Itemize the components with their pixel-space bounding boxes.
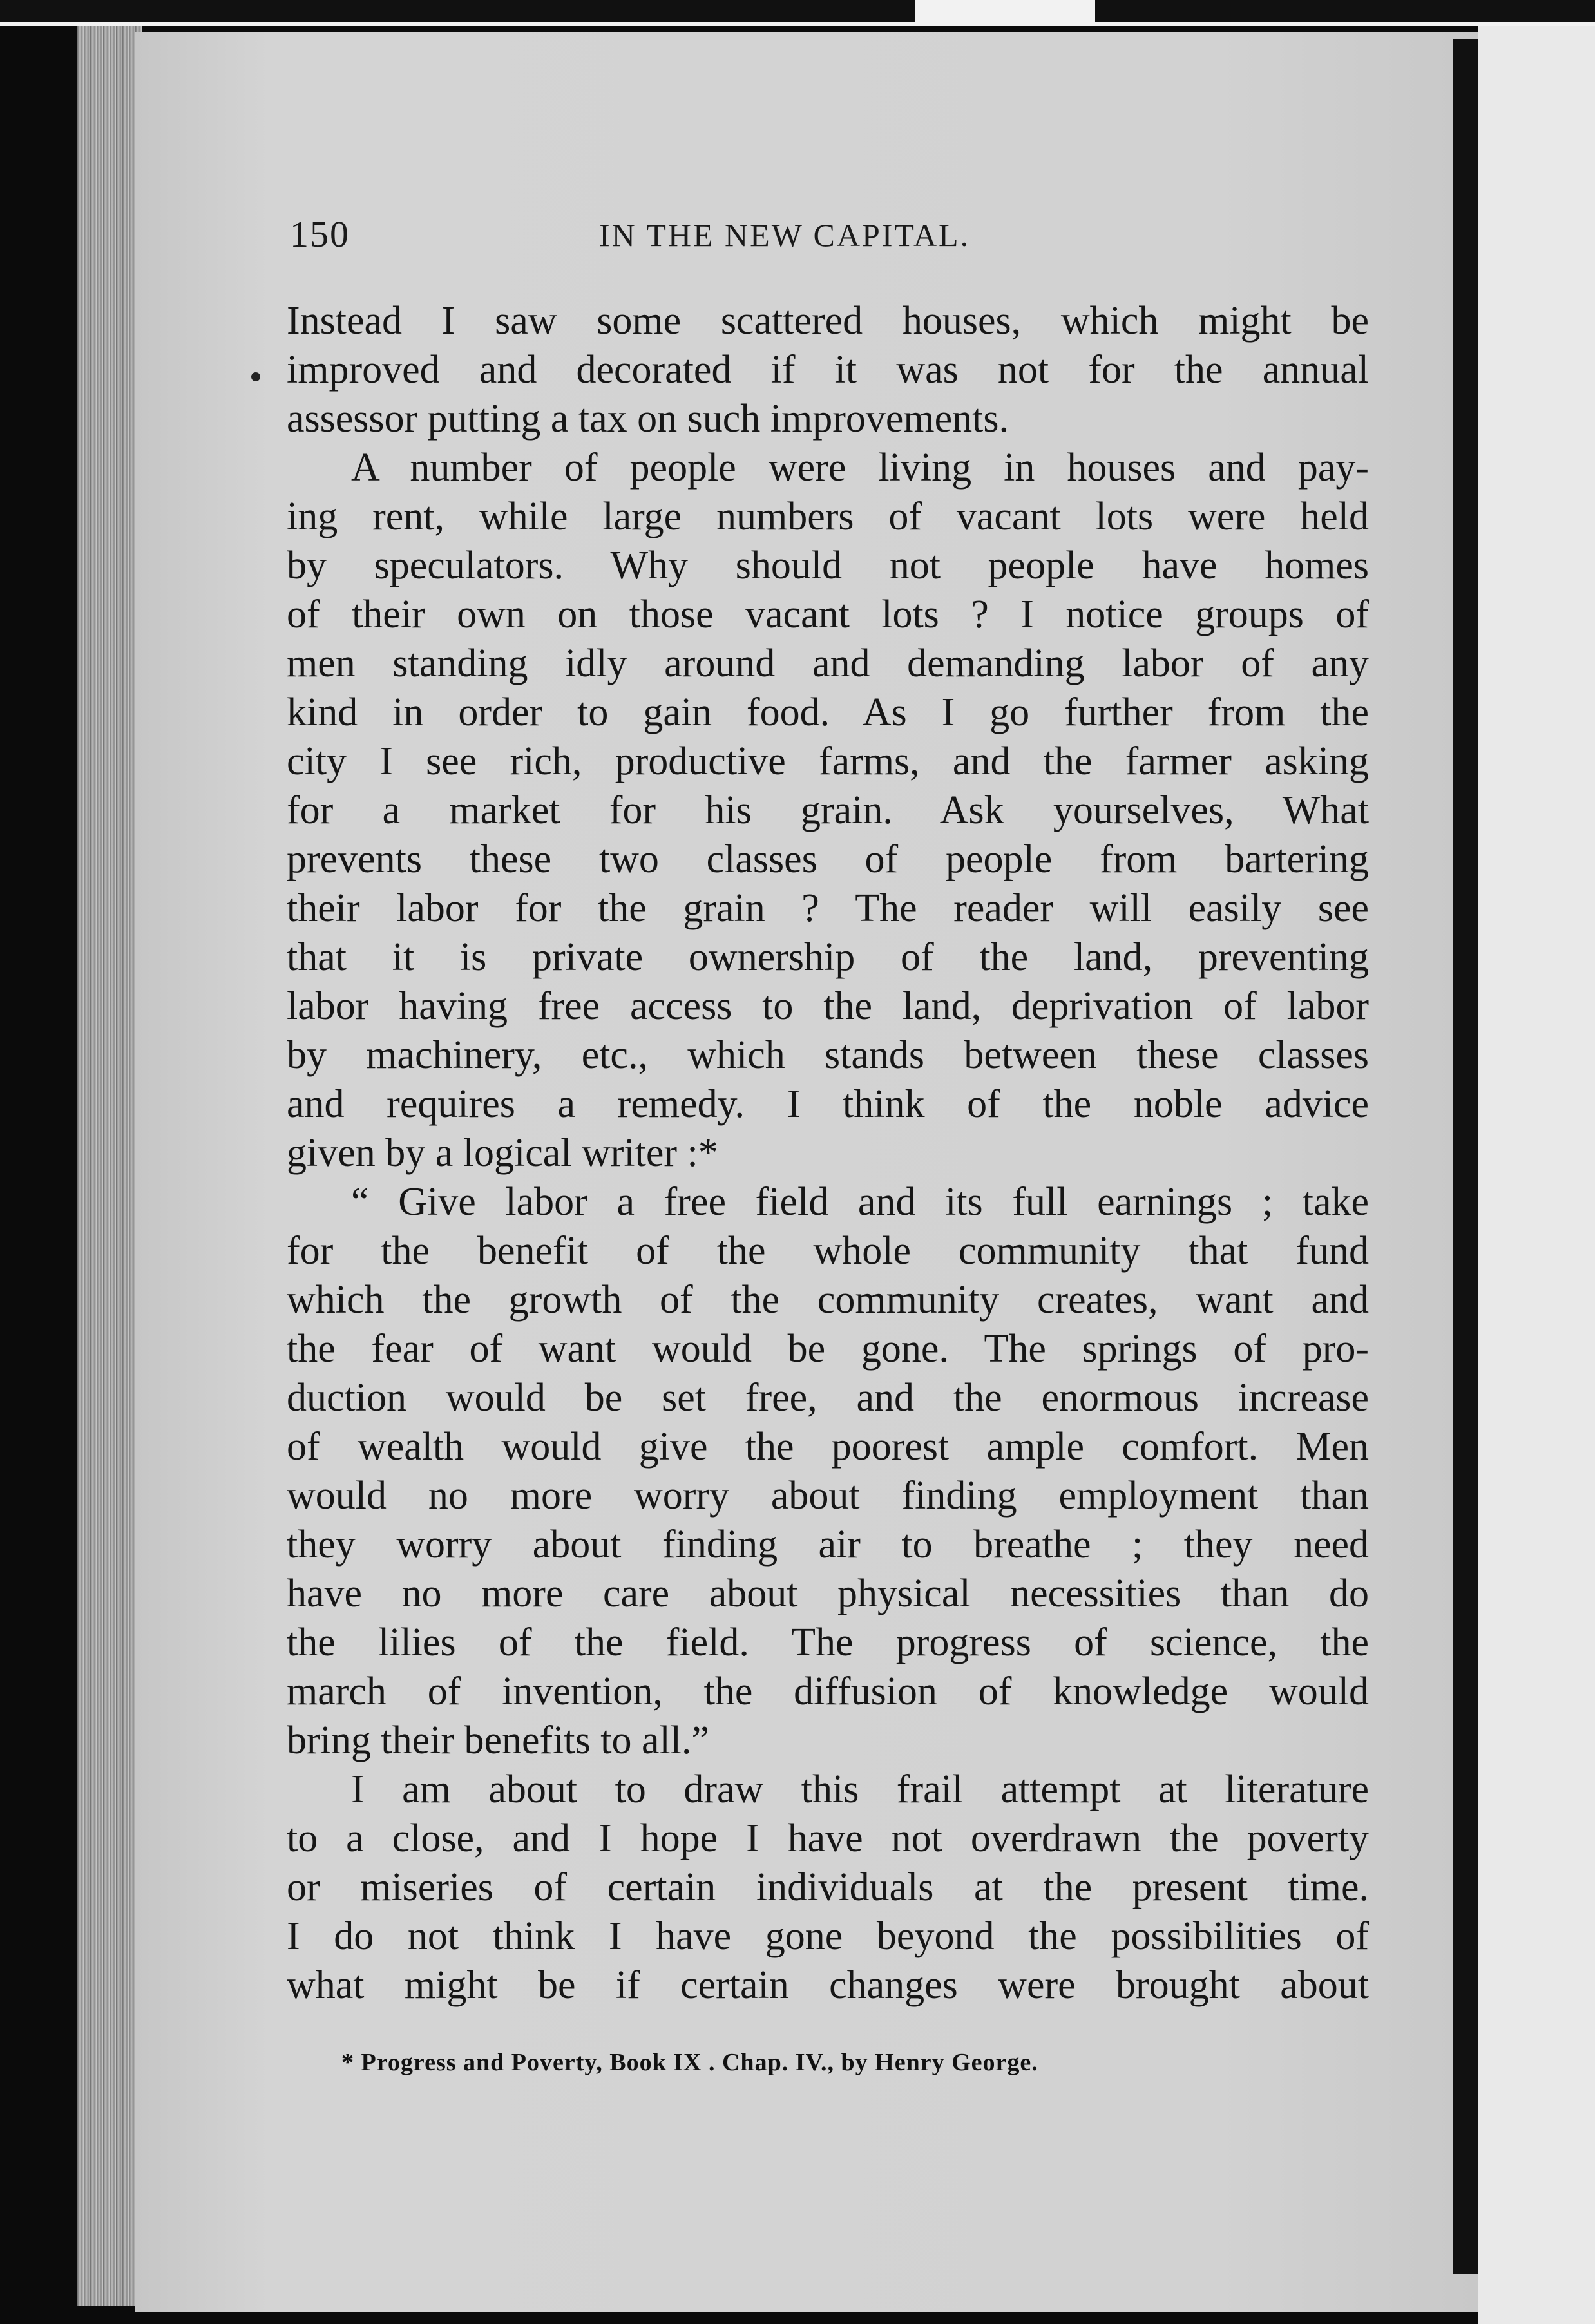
- text-line: I do not think I have gone beyond the possibilities of: [287, 1914, 1369, 1958]
- text-line: or miseries of certain individuals at the present time.: [287, 1865, 1369, 1909]
- text-line: have no more care about physical necessities than do: [287, 1572, 1369, 1615]
- scan-top-strip: [0, 0, 1595, 26]
- text-line: by machinery, etc., which stands between these classes: [287, 1033, 1369, 1077]
- scan-border: [0, 0, 915, 22]
- text-line: labor having free access to the land, deprivation of labor: [287, 984, 1369, 1028]
- text-line: duction would be set free, and the enormous increase: [287, 1376, 1369, 1420]
- text-line: improved and decorated if it was not for the annual: [287, 348, 1369, 392]
- text-line: A number of people were living in houses and pay-: [351, 446, 1369, 490]
- text-line: that it is private ownership of the land, preventing: [287, 935, 1369, 979]
- text-line: and requires a remedy. I think of the noble advice: [287, 1082, 1369, 1126]
- text-line: the fear of want would be gone. The springs of pro-: [287, 1327, 1369, 1371]
- body-text: [287, 296, 1369, 2010]
- text-line: which the growth of the community creates, want and: [287, 1278, 1369, 1322]
- text-line: the lilies of the field. The progress of science, the: [287, 1621, 1369, 1664]
- text-line: prevents these two classes of people from bartering: [287, 837, 1369, 881]
- text-line: Instead I saw some scattered houses, which might be: [287, 299, 1369, 343]
- scan-right-margin: [1478, 26, 1595, 2324]
- text-line: ing rent, while large numbers of vacant lots were held: [287, 495, 1369, 538]
- text-line: for a market for his grain. Ask yourselves, What: [287, 788, 1369, 832]
- text-line: bring their benefits to all.”: [287, 1719, 709, 1762]
- text-line: city I see rich, productive farms, and the farmer asking: [287, 739, 1369, 783]
- text-line: for the benefit of the whole community that fund: [287, 1229, 1369, 1273]
- text-line: their labor for the grain ? The reader will easily see: [287, 886, 1369, 930]
- page-number: 150: [290, 213, 350, 255]
- text-line: to a close, and I hope I have not overdrawn the poverty: [287, 1816, 1369, 1860]
- text-line: “ Give labor a free field and its full earnings ; take: [351, 1180, 1369, 1224]
- scan-border: [1095, 0, 1595, 22]
- text-line: would no more worry about finding employment than: [287, 1474, 1369, 1518]
- text-line: what might be if certain changes were brought about: [287, 1963, 1369, 2007]
- text-line: they worry about finding air to breathe ; they need: [287, 1523, 1369, 1567]
- text-line: men standing idly around and demanding labor of any: [287, 642, 1369, 685]
- text-line: given by a logical writer :*: [287, 1131, 718, 1175]
- footnote: * Progress and Poverty, Book IX . Chap. IV., by Henry George.: [341, 2049, 1038, 2076]
- text-line: of their own on those vacant lots ? I notice groups of: [287, 593, 1369, 636]
- page-header: [290, 213, 1385, 264]
- text-line: march of invention, the diffusion of knowledge would: [287, 1670, 1369, 1713]
- text-line: kind in order to gain food. As I go further from the: [287, 691, 1369, 734]
- book-page-edges: [77, 26, 142, 2306]
- book-spine-shadow: [1453, 39, 1478, 2274]
- text-line: assessor putting a tax on such improvements.: [287, 397, 1009, 441]
- text-line: I am about to draw this frail attempt at literature: [351, 1767, 1369, 1811]
- text-line: of wealth would give the poorest ample comfort. Men: [287, 1425, 1369, 1469]
- running-title: IN THE NEW CAPITAL.: [599, 217, 971, 253]
- text-line: by speculators. Why should not people have homes: [287, 544, 1369, 587]
- margin-dot: [251, 372, 260, 381]
